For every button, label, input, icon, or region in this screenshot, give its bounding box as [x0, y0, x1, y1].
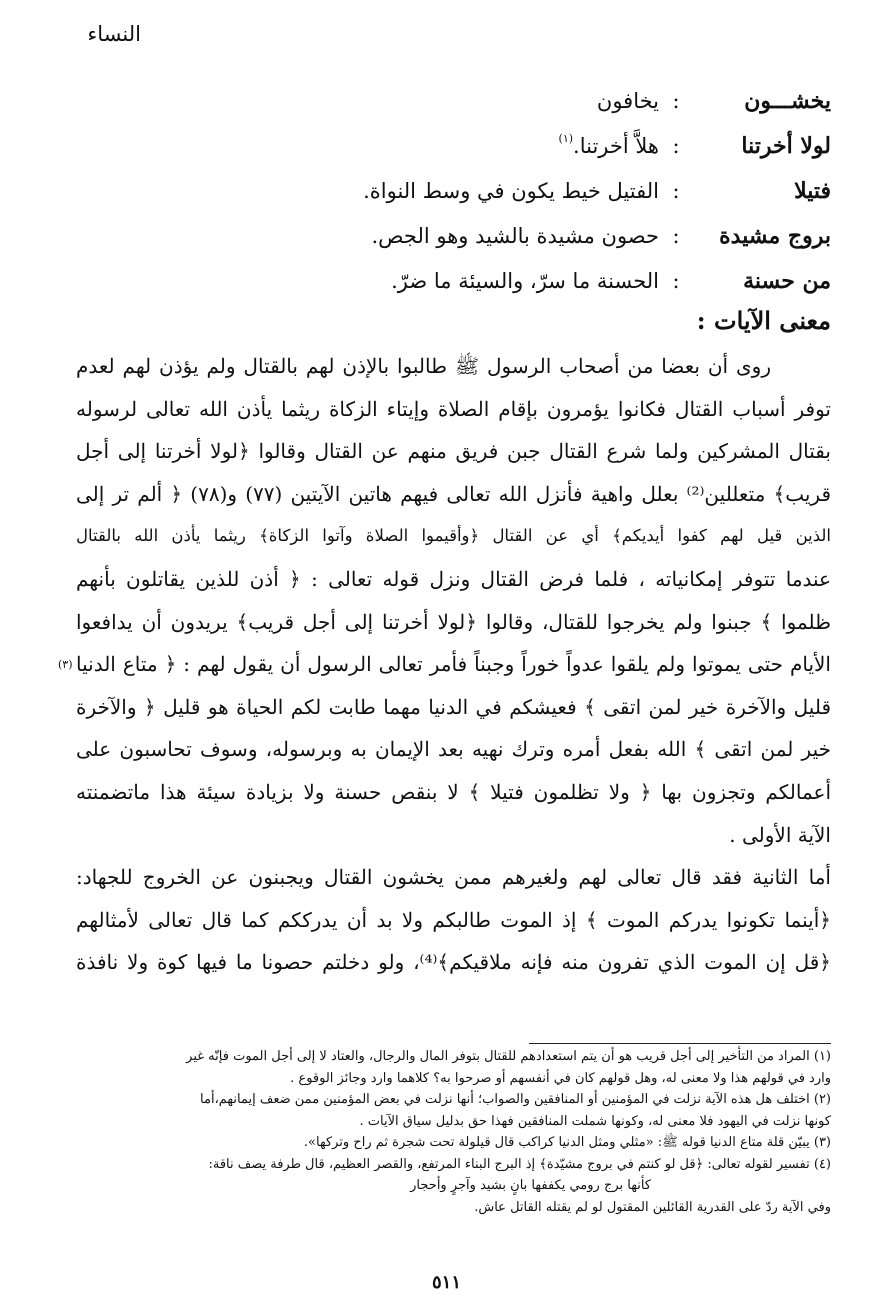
footnote-verse: كأنها برج رومي يكففها بانٍ بشيد وآجرٍ وأحجار	[410, 1178, 651, 1193]
glossary-row	[41, 123, 831, 168]
glossary-row	[41, 78, 831, 123]
body-line: الأيام حتى يموتوا ولم يلقوا عدواً خوراً وجبناً فأمر تعالى الرسول أن يقول لهم : ﴿ متاع الدنيا	[76, 652, 831, 677]
footnote-line: وفي الآية ردّ على القدرية القائلين المقتول لو لم يقتله القاتل عاش.	[474, 1199, 831, 1215]
glossary-row	[41, 213, 831, 258]
footnote-ref: (٣)	[58, 658, 73, 671]
glossary-definition-text: هلاَّ أخرتنا.	[573, 133, 659, 158]
body-line: روى أن بعضا من أصحاب الرسول ﷺ طالبوا بالإذن لهم بالقتال ولم يؤذن لهم لعدم	[76, 354, 771, 378]
footnote-divider	[529, 1043, 831, 1044]
footnote-line: (٣) يبيّن قلة متاع الدنيا قوله ﷺ: «مثلي ومثل الدنيا كراكب قال قيلولة تحت شجرة ثم راح وتركها».	[303, 1135, 831, 1150]
body-line: أعمالكم وتجزون بها ﴿ ولا تظلمون فتيلا ﴾ لا بنقص حسنة ولا بزيادة سيئة هذا ماتضمنته	[76, 779, 831, 804]
glossary-colon: :	[672, 178, 680, 203]
glossary-colon: :	[672, 88, 680, 113]
page-number: ٥١١	[431, 1272, 461, 1293]
footnote-line: (١) المراد من التأخير إلى أجل قريب هو أن يتم استعدادهم للقتال بتوفر المال والرجال، والعتاد لا إلى أجل الموت فإنّه غير	[186, 1049, 831, 1064]
footnote-line: (٤) تفسير لقوله تعالى: ﴿قل لو كنتم في بروج مشيّدة﴾ إذ البرج البناء المرتفع، والقصر العظيم، قال طرفة يصف ناقة:	[208, 1156, 831, 1172]
body-line: ظلموا ﴾ جبنوا ولم يخرجوا للقتال، وقالوا ﴿لولا أخرتنا إلى أجل قريب﴾ يريدون أن يدافعوا	[76, 609, 831, 634]
body-line: ﴿قل إن الموت الذي تفرون منه فإنه ملاقيكم﴾⁽⁴⁾، ولو دخلتم حصونا ما فيها كوة ولا نافذة	[76, 950, 831, 975]
footnote-line: وارد في قولهم هذا ولا معنى له، وهل قولهم كان في أنفسهم أو صرحوا به؟ كلاهما وارد وجائز الوقوع .	[290, 1070, 831, 1086]
glossary-colon: :	[672, 268, 680, 293]
body-line: الذين قيل لهم كفوا أيديكم﴾ أي عن القتال ﴿وأقيموا الصلاة وآتوا الزكاة﴾ ريثما يأذن الله بالقتال	[76, 526, 831, 546]
glossary-term: لولا أخرتنا	[741, 132, 831, 159]
glossary-definition: يخافون	[596, 88, 659, 113]
glossary-definition: حصون مشيدة بالشيد وهو الجص.	[371, 223, 659, 248]
body-line: قليل والآخرة خير لمن اتقى ﴾ فعيشكم في الدنيا مهما طابت لكم الحياة هو قليل ﴿ والآخرة	[76, 694, 831, 719]
body-line: أما الثانية فقد قال تعالى لهم ولغيرهم ممن يخشون القتال ويجبنون عن الخروج للجهاد:	[76, 865, 831, 890]
glossary-row	[41, 168, 831, 213]
glossary-term: يخشـــون	[744, 87, 831, 114]
body-text	[76, 345, 831, 984]
body-line: الآية الأولى .	[729, 822, 831, 847]
section-title: معنى الآيات :	[696, 306, 831, 335]
glossary-colon: :	[672, 133, 680, 158]
body-line: خير لمن اتقى ﴾ الله بفعل أمره وترك نهيه بعد الإيمان به وبرسوله، وسوف تحاسبون على	[76, 737, 831, 762]
glossary	[41, 78, 831, 303]
body-line: بقتال المشركين ولما شرع القتال جبن فريق منهم عن القتال وقالوا ﴿لولا أخرتنا إلى أجل	[76, 439, 831, 464]
glossary-definition: الحسنة ما سرّ، والسيئة ما ضرّ.	[391, 268, 659, 293]
footnotes	[76, 1046, 831, 1218]
glossary-row	[41, 258, 831, 303]
footnote-line: كونها نزلت في اليهود فلا معنى له، وكونها شملت المنافقين فهذا حق بدليل سياق الآيات .	[359, 1113, 831, 1129]
body-line: قريب﴾ متعللين⁽²⁾ بعلل واهية فأنزل الله تعالى فيهم هاتين الآيتين (٧٧) و(٧٨) ﴿ ألم تر إلى	[76, 481, 831, 506]
footnote-line: (٢) اختلف هل هذه الآية نزلت في المؤمنين أو المنافقين والصواب؛ أنها نزلت في بعض المؤمنين ممن ضعف إيمانهم،أما	[200, 1092, 831, 1107]
glossary-colon: :	[672, 223, 680, 248]
glossary-term: من حسنة	[743, 267, 831, 294]
running-head: النساء	[87, 22, 141, 46]
body-line: عندما تتوفر إمكانياته ، فلما فرض القتال ونزل قوله تعالى : ﴿ أذن للذين يقاتلون بأنهم	[76, 566, 831, 591]
body-line: ﴿أينما تكونوا يدركم الموت ﴾ إذ الموت طالبكم ولا بد أن يدرككم كما قال تعالى لأمثالهم	[76, 907, 831, 932]
footnote-ref: (١)	[558, 131, 574, 145]
glossary-definition: الفتيل خيط يكون في وسط النواة.	[363, 178, 659, 203]
glossary-term: بروج مشيدة	[719, 222, 831, 249]
body-line: توفر أسباب القتال فكانوا يؤمرون بإقام الصلاة وإيتاء الزكاة ريثما يأذن الله تعالى لرسوله	[76, 396, 831, 421]
glossary-definition	[558, 131, 659, 158]
glossary-term: فتيلا	[794, 177, 831, 204]
